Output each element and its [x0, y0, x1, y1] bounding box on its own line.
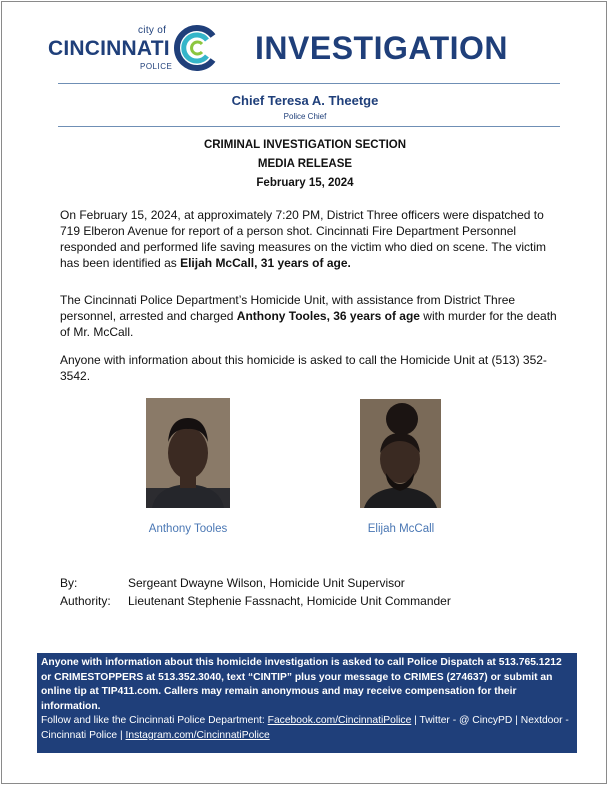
cincinnati-police-logo [47, 24, 222, 74]
victim-name: Elijah McCall, 31 years of age. [180, 256, 351, 270]
chief-name: Chief Teresa A. Theetge [231, 93, 379, 108]
mugshot-image [146, 398, 230, 508]
release-type: MEDIA RELEASE [257, 158, 353, 170]
authority-value: Lieutenant Stephenie Fassnacht, Homicide Unit Commander [128, 594, 451, 608]
photo-caption-victim: Elijah McCall [367, 523, 435, 535]
paragraph-arrest [60, 292, 560, 340]
section-name: CRIMINAL INVESTIGATION SECTION [203, 139, 407, 151]
mugshot-image [360, 399, 441, 508]
release-date: February 15, 2024 [256, 177, 354, 189]
suspect-name: Anthony Tooles, 36 years of age [236, 309, 420, 323]
paragraph-contact: Anyone with information about this homicide is asked to call the Homicide Unit at (513) 352-3542. [60, 353, 547, 383]
arrest-text-b: with murder for the death of Mr. McCall. [60, 309, 557, 339]
by-value: Sergeant Dwayne Wilson, Homicide Unit Supervisor [128, 576, 405, 590]
page-title: INVESTIGATION [255, 30, 509, 66]
chief-title: Police Chief [283, 112, 327, 121]
logo-c-icon [173, 24, 221, 72]
header-divider-bottom [58, 126, 560, 127]
paragraph-incident [60, 207, 560, 271]
footer-follow-text: Follow and like the Cincinnati Police Department: [41, 715, 268, 726]
instagram-link[interactable]: Instagram.com/CincinnatiPolice [125, 729, 270, 741]
header-divider-top [58, 83, 560, 84]
footer-tip-text: Anyone with information about this homicide investigation is asked to call Police Dispatch at 513.765.1212 or CRIMESTOPPERS at 513.352.3040, text “CINTIP” plus your message to CRIMES (274637) or submit an online tip at TIP411.com. Callers may remain anonymous and may receive compensation for their information. [41, 657, 562, 712]
footer-twitter-text: | Twitter - @ CincyPD | [411, 715, 518, 726]
facebook-link[interactable]: Facebook.com/CincinnatiPolice [267, 715, 412, 726]
authority-line [60, 594, 451, 608]
logo-city-of: city of [138, 25, 167, 36]
logo-cincinnati: CINCINNATI [48, 37, 170, 60]
suspect-photo [146, 398, 230, 508]
tip-info-footer [37, 653, 577, 753]
arrest-text-a: The Cincinnati Police Department’s Homicide Unit, with assistance from District Three personnel, arrested and charged [60, 293, 516, 323]
victim-photo [360, 399, 441, 508]
media-release-page [1, 1, 607, 784]
by-line [60, 576, 405, 590]
footer-social-line [41, 714, 573, 743]
authority-label: Authority: [60, 594, 111, 608]
logo-police: POLICE [140, 62, 173, 71]
photo-caption-suspect: Anthony Tooles [148, 523, 228, 535]
incident-text: On February 15, 2024, at approximately 7:20 PM, District Three officers were dispatched to 719 Elberon Avenue for report of a person shot. Cincinnati Fire Department Personnel responded and performed life saving measures on the victim who died on scene. The victim has been identified as [60, 208, 547, 270]
by-label: By: [60, 576, 78, 590]
footer-nextdoor-text: Nextdoor - Cincinnati Police | [41, 715, 569, 741]
